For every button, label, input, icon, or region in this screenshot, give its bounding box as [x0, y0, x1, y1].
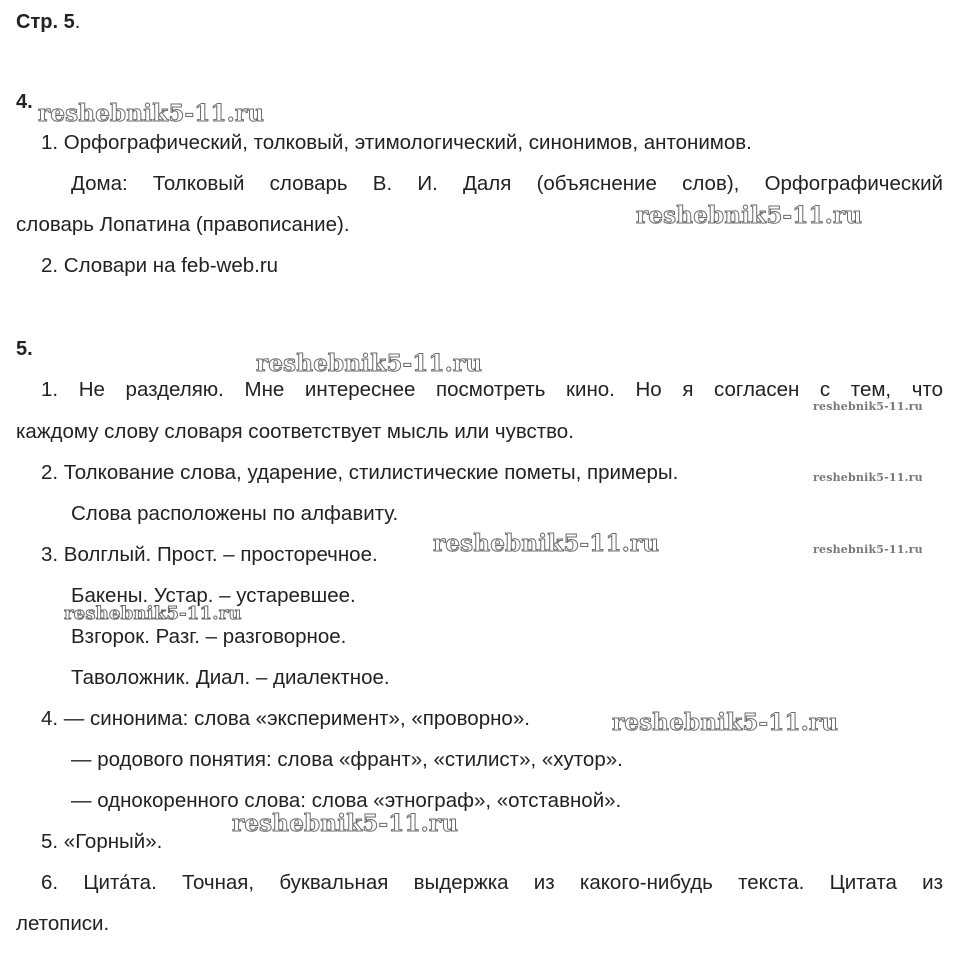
task-5-line-10: — родового понятия: слова «франт», «стилист», «хутор». — [71, 748, 623, 771]
task-5-line-13: 6. Цита́та. Точная, буквальная выдержка из какого-нибудь текста. Цитата из — [41, 871, 943, 894]
task-5-line-14: летописи. — [16, 912, 110, 935]
watermark: reshebnik5-11.ru — [232, 810, 459, 837]
task-4-line-3: словарь Лопатина (правописание). — [16, 213, 350, 236]
task-4-number: 4. — [16, 91, 33, 113]
page-reference-dot: . — [74, 11, 81, 33]
watermark: reshebnik5-11.ru — [38, 100, 265, 127]
task-4-line-4: 2. Словари на feb-web.ru — [41, 254, 279, 277]
task-5-line-8: Таволожник. Диал. – диалектное. — [71, 666, 390, 689]
task-5-line-5: 3. Волглый. Прост. – просторечное. — [41, 543, 378, 566]
task-5-line-1: 1. Не разделяю. Мне интереснее посмотреть кино. Но я согласен с тем, что — [41, 378, 943, 401]
task-5-line-9: 4. — синонима: слова «эксперимент», «проворно». — [41, 707, 530, 730]
task-5-line-12: 5. «Горный». — [41, 830, 163, 853]
task-4-line-2: Дома: Толковый словарь В. И. Даля (объяснение слов), Орфографический — [71, 172, 943, 195]
watermark: reshebnik5-11.ru — [433, 530, 660, 557]
task-4-line-1: 1. Орфографический, толковый, этимологический, синонимов, антонимов. — [41, 131, 752, 154]
watermark: reshebnik5-11.ru — [64, 603, 242, 624]
watermark: reshebnik5-11.ru — [612, 709, 839, 736]
task-5-line-7: Взгорок. Разг. – разговорное. — [71, 625, 347, 648]
watermark: reshebnik5-11.ru — [256, 350, 483, 377]
watermark: reshebnik5-11.ru — [813, 543, 923, 556]
page-reference — [16, 10, 80, 34]
watermark: reshebnik5-11.ru — [813, 471, 923, 484]
page-reference-label: Стр. 5 — [16, 11, 75, 33]
task-5-line-2: каждому слову словаря соответствует мысль или чувство. — [16, 420, 574, 443]
task-5-line-4: Слова расположены по алфавиту. — [71, 502, 399, 525]
task-5-line-11: — однокоренного слова: слова «этнограф», «отставной». — [71, 789, 622, 812]
task-5-number: 5. — [16, 338, 33, 360]
watermark: reshebnik5-11.ru — [636, 202, 863, 229]
task-5-line-6: Бакены. Устар. – устаревшее. — [71, 584, 356, 607]
watermark: reshebnik5-11.ru — [813, 400, 923, 413]
task-5-line-3: 2. Толкование слова, ударение, стилистические пометы, примеры. — [41, 461, 679, 484]
